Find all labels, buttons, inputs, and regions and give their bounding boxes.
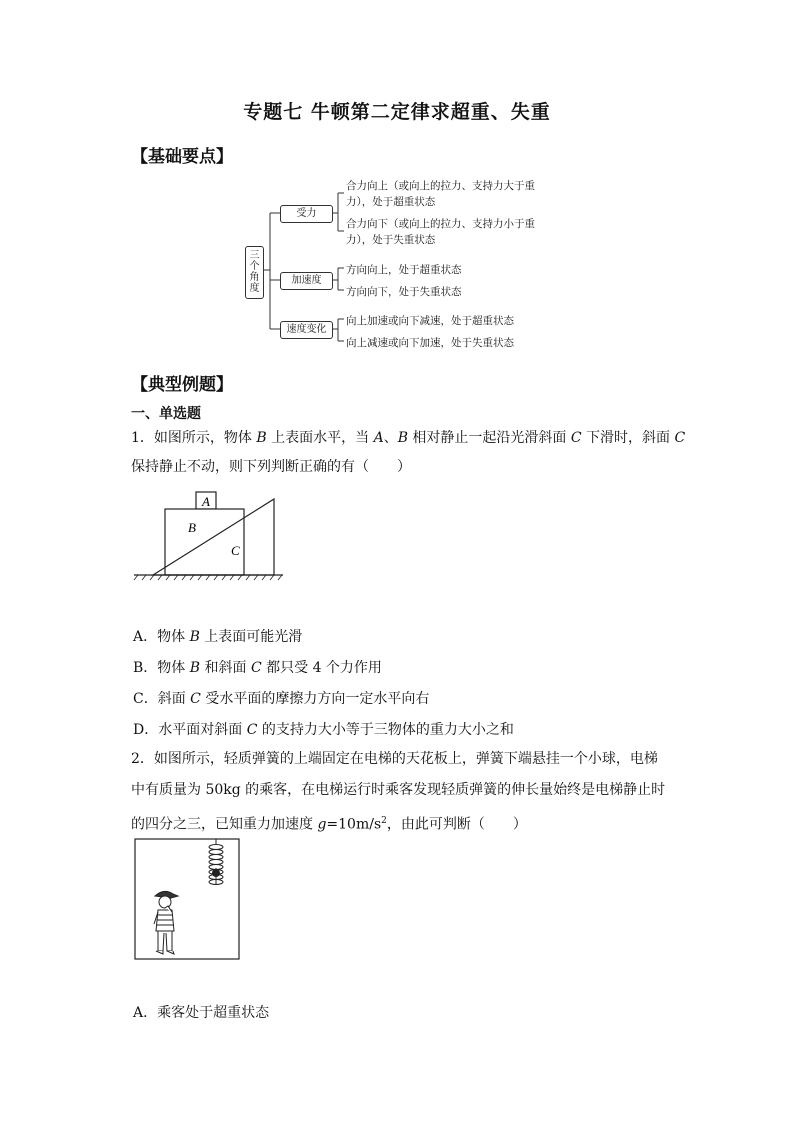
mindmap-leaf: 方向向上，处于超重状态	[346, 264, 462, 276]
mindmap-branch-force: 受力	[280, 205, 333, 223]
mindmap-leaf: 向上减速或向下加速，处于失重状态	[346, 337, 514, 349]
question-2-line: 的四分之三，已知重力加速度 $g=10m/s^2$，由此可判断（ ）	[131, 816, 527, 833]
option-a[interactable]: A．乘客处于超重状态	[133, 1005, 270, 1021]
ball	[212, 869, 220, 877]
mindmap-branch-acceleration: 加速度	[280, 272, 333, 290]
question-1-line: 1．如图所示，物体 B 上表面水平，当 A、B 相对静止一起沿光滑斜面 C 下滑时，斜面 C	[131, 430, 686, 446]
mindmap-root-char: 个	[249, 261, 260, 272]
mindmap-leaf: 方向向下，处于失重状态	[346, 286, 462, 298]
section-heading-examples: 【典型例题】	[131, 375, 233, 395]
mindmap-branch-velocity-change: 速度变化	[280, 321, 333, 339]
section-heading-basics: 【基础要点】	[131, 147, 233, 167]
option-d[interactable]: D．水平面对斜面 C 的支持力大小等于三物体的重力大小之和	[133, 722, 514, 738]
figure-label-c: C	[231, 543, 240, 558]
figure-label-a: A	[202, 494, 210, 509]
mindmap-root-char: 度	[249, 283, 260, 294]
elevator-figure	[134, 838, 240, 961]
question-2-line: 中有质量为 50kg 的乘客，在电梯运行时乘客发现轻质弹簧的伸长量始终是电梯静止时	[131, 782, 666, 798]
option-b[interactable]: B．物体 B 和斜面 C 都只受 4 个力作用	[133, 660, 382, 676]
incline-figure	[134, 490, 284, 585]
mindmap-leaf: 合力向上（或向上的拉力、支持力大于重	[346, 180, 535, 192]
question-2-line: 2．如图所示，轻质弹簧的上端固定在电梯的天花板上，弹簧下端悬挂一个小球，电梯	[131, 751, 658, 767]
page-title: 专题七 牛顿第二定律求超重、失重	[243, 101, 551, 123]
mindmap-leaf-continued: 力），处于超重状态	[346, 196, 436, 208]
option-a[interactable]: A．物体 B 上表面可能光滑	[133, 629, 303, 645]
mindmap-leaf: 向上加速或向下减速，处于超重状态	[346, 315, 514, 327]
mindmap-root-char: 角	[249, 272, 260, 283]
question-1-line: 保持静止不动，则下列判断正确的有（ ）	[131, 459, 411, 475]
mindmap-root-char: 三	[249, 250, 260, 261]
subsection-heading: 一、单选题	[131, 406, 201, 422]
mindmap-leaf-continued: 力），处于失重状态	[346, 234, 436, 246]
ground-hatch	[134, 575, 282, 580]
mindmap-root	[245, 246, 264, 299]
mindmap-leaf: 合力向下（或向上的拉力、支持力小于重	[346, 218, 535, 230]
figure-label-b: B	[188, 520, 196, 535]
option-c[interactable]: C．斜面 C 受水平面的摩擦力方向一定水平向右	[133, 691, 430, 707]
